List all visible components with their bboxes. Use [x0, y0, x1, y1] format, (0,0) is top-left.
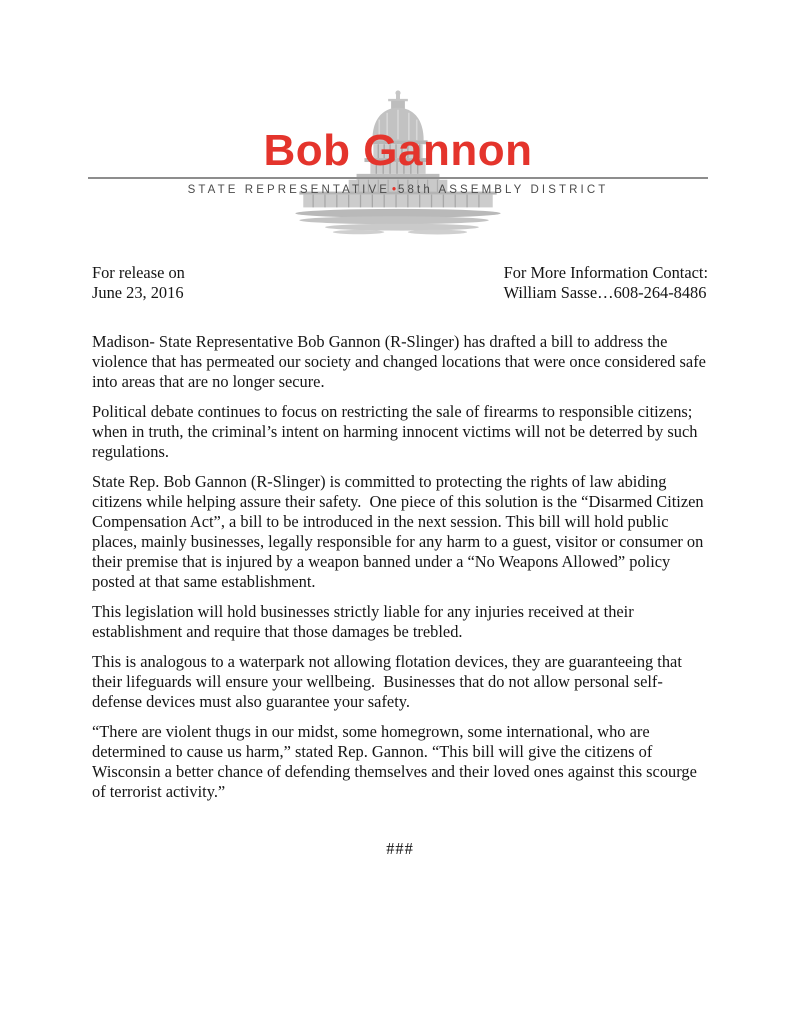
tagline-left: STATE REPRESENTATIVE	[187, 184, 391, 196]
release-info	[92, 263, 708, 303]
paragraph-quote: “There are violent thugs in our midst, some homegrown, some international, who are determined to cause us harm,” stated Rep. Gannon. “This bill will give the citizens of Wisconsin a better chance of defending themselves and their loved ones against this scourge of terrorist activity.”	[92, 722, 701, 801]
letterhead-tagline	[88, 184, 708, 196]
logo-name: Bob Gannon	[263, 126, 533, 175]
contact-label: For More Information Contact:	[503, 263, 708, 282]
paragraph-political-debate: Political debate continues to focus on restricting the sale of firearms to responsible citizens; when in truth, the criminal’s intent on harming innocent victims will not be deterred by such regulations.	[92, 402, 702, 461]
tagline-right: 58th ASSEMBLY DISTRICT	[398, 184, 609, 196]
paragraph-compensation-act: State Rep. Bob Gannon (R-Slinger) is committed to protecting the rights of law abiding citizens while helping assure their safety. One piece of this solution is the “Disarmed Citizen Compensation Act”, a bill to be introduced in the next session. This bill will hold public places, mainly businesses, legally responsible for any harm to a guest, visitor or consumer on their premise that is injured by a weapon banned under a “No Weapons Allowed” policy posted at that same establishment.	[92, 472, 708, 591]
release-date-block	[92, 263, 185, 303]
letterhead-rule	[88, 177, 708, 179]
release-date: June 23, 2016	[92, 283, 184, 302]
release-label: For release on	[92, 263, 185, 282]
end-mark: ###	[386, 839, 414, 858]
paragraph-waterpark-analogy: This is analogous to a waterpark not allowing flotation devices, they are guaranteeing that their lifeguards will ensure your wellbeing. Businesses that do not allow personal self-defense devices must also guarantee your safety.	[92, 652, 686, 711]
paragraph-strict-liability: This legislation will hold businesses strictly liable for any injuries received at their establishment and require that those damages be trebled.	[92, 602, 638, 641]
paragraph-lead: Madison- State Representative Bob Gannon (R-Slinger) has drafted a bill to address the violence that has permeated our society and changed locations that were once considered safe into areas that are no longer secure.	[92, 332, 711, 391]
letterhead	[88, 85, 708, 240]
press-release-body	[92, 332, 710, 812]
tagline-bullet: •	[392, 184, 397, 196]
contact-value: William Sasse…608-264-8486	[503, 283, 707, 302]
contact-block	[504, 263, 708, 303]
